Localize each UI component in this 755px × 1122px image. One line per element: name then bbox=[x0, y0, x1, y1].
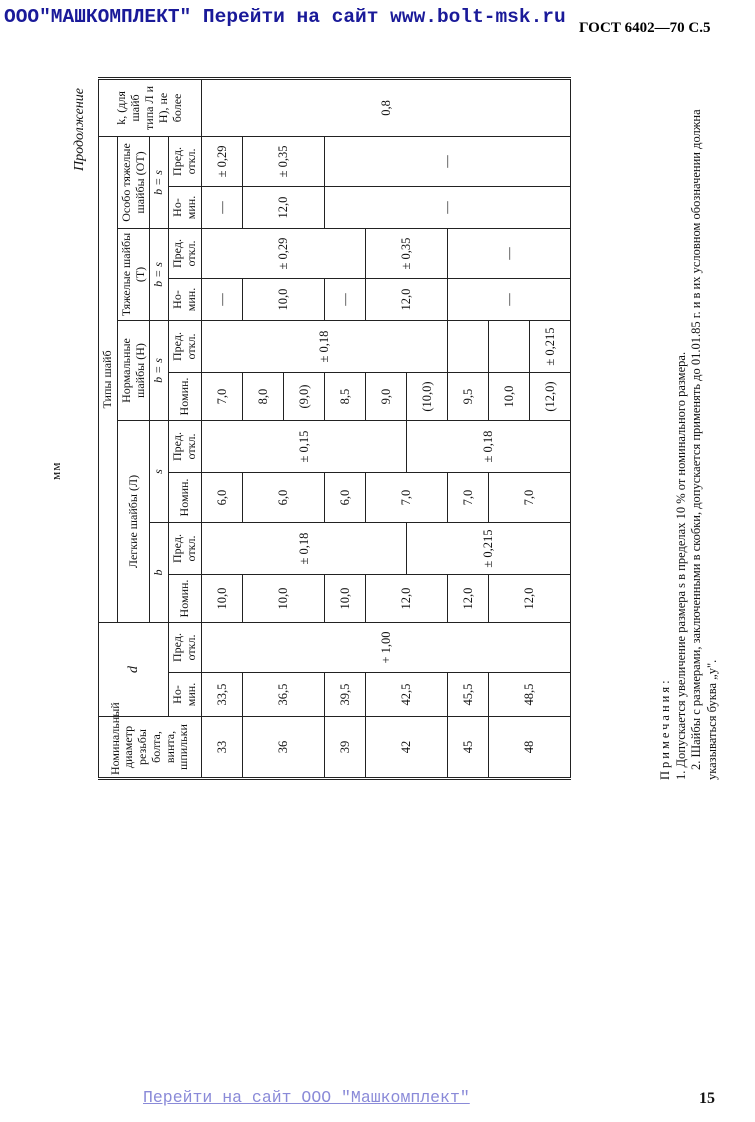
cell-lb-nom: 10,0 bbox=[324, 575, 365, 623]
cell-t-nom: 10,0 bbox=[242, 279, 324, 321]
cell-ot-nom: — bbox=[324, 187, 570, 229]
cell-n-nom: (12,0) bbox=[529, 373, 570, 421]
cell-lb-dev: ± 0,215 bbox=[406, 523, 570, 575]
cell-ot-dev: — bbox=[324, 136, 570, 186]
cell-ls-dev: ± 0,18 bbox=[406, 421, 570, 473]
cell-n-nom: (10,0) bbox=[406, 373, 447, 421]
cell-bolt: 48 bbox=[488, 717, 570, 779]
cell-t-nom: — bbox=[324, 279, 365, 321]
cell-ot-nom: 12,0 bbox=[242, 187, 324, 229]
cell-lb-dev: ± 0,18 bbox=[201, 523, 406, 575]
header-washer-types: Типы шайб bbox=[99, 136, 118, 622]
header-heavy: Тяжелые шайбы (Т) bbox=[117, 229, 150, 321]
notes-block bbox=[658, 80, 721, 780]
cell-bolt: 39 bbox=[324, 717, 365, 779]
cell-n-nom: 10,0 bbox=[488, 373, 529, 421]
cell-n-dev: ± 0,215 bbox=[529, 321, 570, 373]
cell-n-nom: 9,5 bbox=[447, 373, 488, 421]
notes-title: Примечания: bbox=[658, 677, 672, 780]
cell-d-nom: 45,5 bbox=[447, 673, 488, 717]
header-bolt-diameter: Номинальный диаметр резьбы болта, винта, шпильки bbox=[99, 717, 202, 779]
note-1: 1. Допускается увеличение размера s в пределах 10 % от номинального размера. bbox=[673, 351, 688, 780]
cell-n-dev bbox=[488, 321, 529, 373]
cell-t-dev: ± 0,35 bbox=[365, 229, 447, 279]
header-dev: Пред. откл. bbox=[169, 421, 202, 473]
cell-n-dev bbox=[447, 321, 488, 373]
cell-ls-nom: 7,0 bbox=[447, 473, 488, 523]
header-k: k, (для шайб типа Л и Н), не более bbox=[99, 78, 202, 136]
header-dev: Пред. откл. bbox=[169, 523, 202, 575]
cell-d-dev: + 1,00 bbox=[201, 623, 570, 673]
cell-d-nom: 39,5 bbox=[324, 673, 365, 717]
header-extra-heavy: Особо тяжелые шайбы (ОТ) bbox=[117, 136, 150, 228]
cell-ot-nom: — bbox=[201, 187, 242, 229]
header-nom: Номин. bbox=[169, 373, 202, 421]
cell-k: 0,8 bbox=[201, 78, 570, 136]
page-number: 15 bbox=[699, 1090, 715, 1107]
cell-ls-dev: ± 0,15 bbox=[201, 421, 406, 473]
header-s: s bbox=[150, 421, 169, 523]
header-bs-normal: b = s bbox=[150, 321, 169, 421]
header-d: d bbox=[99, 623, 169, 717]
header-nom: Но-мин. bbox=[169, 187, 202, 229]
header-nom: Номин. bbox=[169, 575, 202, 623]
header-bs-extra: b = s bbox=[150, 136, 169, 228]
gost-stamp: ГОСТ 6402—70 С.5 bbox=[579, 20, 711, 36]
cell-t-nom: 12,0 bbox=[365, 279, 447, 321]
note-2: 2. Шайбы с размерами, заключенными в скобки, допускается применять до 01.01.85 г. и в их условном обозначении должна указываться буква „у". bbox=[689, 109, 719, 780]
cell-t-dev: — bbox=[447, 229, 570, 279]
cell-n-nom: 9,0 bbox=[365, 373, 406, 421]
cell-n-nom: (9,0) bbox=[283, 373, 324, 421]
header-nom: Но-мин. bbox=[169, 279, 202, 321]
cell-d-nom: 42,5 bbox=[365, 673, 447, 717]
cell-bolt: 42 bbox=[365, 717, 447, 779]
cell-lb-nom: 12,0 bbox=[447, 575, 488, 623]
cell-t-nom: — bbox=[201, 279, 242, 321]
cell-ls-nom: 6,0 bbox=[242, 473, 324, 523]
table-row bbox=[201, 78, 242, 778]
cell-ls-nom: 7,0 bbox=[488, 473, 570, 523]
cell-ls-nom: 7,0 bbox=[365, 473, 447, 523]
cell-lb-nom: 12,0 bbox=[488, 575, 570, 623]
cell-bolt: 33 bbox=[201, 717, 242, 779]
cell-ot-dev: ± 0,35 bbox=[242, 136, 324, 186]
continuation-label: Продолжение bbox=[72, 88, 87, 171]
cell-bolt: 36 bbox=[242, 717, 324, 779]
header-bs-heavy: b = s bbox=[150, 229, 169, 321]
header-normal: Нормальные шайбы (Н) bbox=[117, 321, 150, 421]
cell-t-nom: — bbox=[447, 279, 570, 321]
cell-t-dev: ± 0,29 bbox=[201, 229, 365, 279]
header-dev: Пред. откл. bbox=[169, 229, 202, 279]
header-dev: Пред. откл. bbox=[169, 136, 202, 186]
footer-site-link[interactable]: Перейти на сайт ООО "Машкомплект" bbox=[143, 1088, 470, 1107]
cell-ot-dev: ± 0,29 bbox=[201, 136, 242, 186]
washer-dimensions-table bbox=[98, 77, 571, 780]
cell-bolt: 45 bbox=[447, 717, 488, 779]
unit-label: мм bbox=[48, 461, 63, 480]
header-b: b bbox=[150, 523, 169, 623]
cell-lb-nom: 10,0 bbox=[242, 575, 324, 623]
banner-text[interactable]: ООО"МАШКОМПЛЕКТ" Перейти на сайт www.bolt-msk.ru bbox=[4, 6, 566, 28]
cell-ls-nom: 6,0 bbox=[324, 473, 365, 523]
header-nom: Но-мин. bbox=[169, 673, 202, 717]
cell-n-dev: ± 0,18 bbox=[201, 321, 447, 373]
cell-lb-nom: 12,0 bbox=[365, 575, 447, 623]
cell-d-nom: 48,5 bbox=[488, 673, 570, 717]
header-dev: Пред. откл. bbox=[169, 321, 202, 373]
cell-lb-nom: 10,0 bbox=[201, 575, 242, 623]
header-dev: Пред. откл. bbox=[169, 623, 202, 673]
cell-d-nom: 33,5 bbox=[201, 673, 242, 717]
cell-n-nom: 8,5 bbox=[324, 373, 365, 421]
cell-n-nom: 7,0 bbox=[201, 373, 242, 421]
site-banner[interactable] bbox=[4, 6, 755, 40]
rotated-page-content bbox=[48, 80, 728, 780]
cell-n-nom: 8,0 bbox=[242, 373, 283, 421]
cell-d-nom: 36,5 bbox=[242, 673, 324, 717]
cell-ls-nom: 6,0 bbox=[201, 473, 242, 523]
header-light: Легкие шайбы (Л) bbox=[117, 421, 150, 623]
header-nom: Номин. bbox=[169, 473, 202, 523]
